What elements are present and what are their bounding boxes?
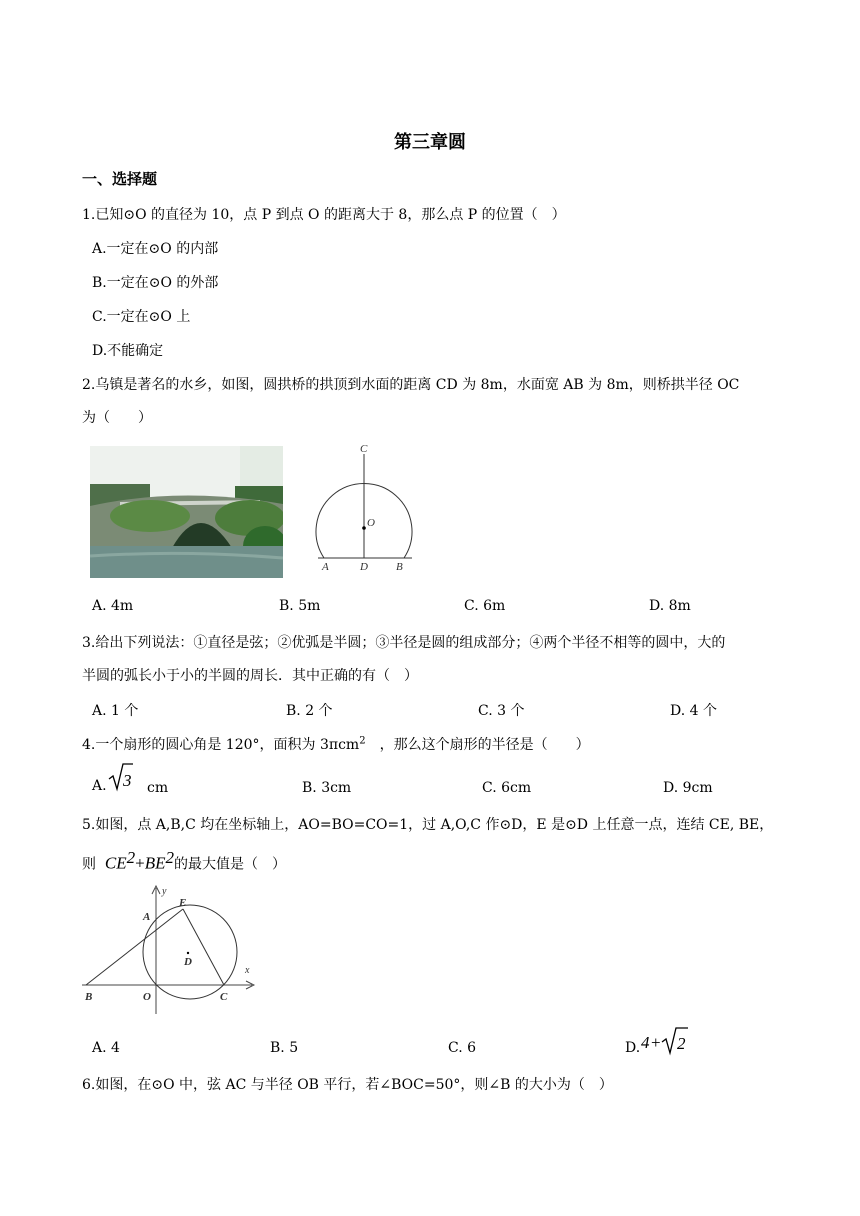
section-heading: 一、选择题	[82, 170, 158, 188]
question-5-stem-line1: 5.如图，点 A,B,C 均在坐标轴上，AO=BO=CO=1，过 A,O,C 作⊙D，E 是⊙D 上任意一点，连结 CE, BE，	[82, 817, 774, 833]
diagram-label-e: E	[179, 897, 187, 909]
question-5-expr-exp2: 2	[165, 848, 175, 867]
question-1-stem: 1.已知⊙O 的直径为 10，点 P 到点 O 的距离大于 8，那么点 P 的位置（ ）	[82, 207, 566, 223]
question-3-stem-line1: 3.给出下列说法：①直径是弦；②优弧是半圆；③半径是圆的组成部分；④两个半径不相等的圆中，大的	[82, 635, 726, 651]
question-5-option-d-prefix: D.	[625, 1040, 641, 1056]
question-5-expr-plus: +	[135, 853, 145, 873]
diagram-label-o: O	[143, 991, 151, 1003]
question-3-stem-line2: 半圆的弧长小于小的半圆的周长．其中正确的有（ ）	[82, 668, 418, 684]
question-5-stem-line2	[82, 848, 286, 874]
question-3-option-c: C. 3 个	[478, 703, 525, 719]
question-4-stem	[82, 734, 590, 754]
question-1-option-c: C.一定在⊙O 上	[92, 309, 191, 325]
option-d-radicand: 2	[677, 1034, 686, 1053]
question-2-option-b: B. 5m	[279, 598, 321, 614]
question-1-option-a: A.一定在⊙O 的内部	[92, 241, 219, 257]
diagram-label-c: C	[220, 991, 228, 1003]
question-2-stem-line1: 2.乌镇是著名的水乡，如图，圆拱桥的拱顶到水面的距离 CD 为 8m，水面宽 AB 为 8m，则桥拱半径 OC	[82, 377, 740, 393]
radical-sign-icon	[108, 762, 134, 792]
question-5-option-b: B. 5	[270, 1040, 299, 1056]
question-2-option-a: A. 4m	[92, 598, 134, 614]
question-4-stem-tail: ，那么这个扇形的半径是（ ）	[365, 737, 590, 753]
arch-diagram	[310, 440, 420, 574]
diagram-label-y: y	[162, 886, 167, 897]
question-1-option-d: D.不能确定	[92, 343, 164, 359]
arch-label-d: D	[360, 561, 368, 573]
diagram-label-d: D	[184, 956, 192, 968]
bridge-photo	[90, 446, 283, 578]
question-2-option-c: C. 6m	[464, 598, 506, 614]
question-4-stem-exponent: 2	[359, 735, 366, 747]
circle-coordinate-diagram	[80, 880, 260, 1016]
question-1-option-b: B.一定在⊙O 的外部	[92, 275, 219, 291]
question-3-option-a: A. 1 个	[92, 703, 139, 719]
question-5-option-a: A. 4	[92, 1040, 120, 1056]
question-3-option-d: D. 4 个	[670, 703, 717, 719]
arch-label-c: C	[360, 443, 368, 455]
option-d-plus: +	[651, 1033, 661, 1052]
arch-label-a: A	[322, 561, 329, 573]
question-4-option-b: B. 3cm	[302, 780, 352, 796]
question-5-option-c: C. 6	[448, 1040, 477, 1056]
question-5-expr-exp1: 2	[126, 848, 136, 867]
question-2-option-d: D. 8m	[649, 598, 691, 614]
page-title: 第三章圆	[394, 132, 466, 153]
question-4-option-a-radicand: 3	[123, 771, 132, 790]
question-4-option-c: C. 6cm	[482, 780, 532, 796]
question-5-stem-suffix: 的最大值是（ ）	[174, 856, 287, 873]
diagram-label-a: A	[143, 911, 151, 923]
question-2-stem-line2: 为（ ）	[82, 410, 152, 426]
question-4-option-a-prefix: A.	[92, 778, 107, 794]
question-4-stem-main: 4.一个扇形的圆心角是 120°，面积为 3πcm	[82, 737, 360, 753]
diagram-label-b: B	[85, 991, 93, 1003]
option-d-integer: 4	[641, 1033, 650, 1052]
option-d-expression	[640, 1026, 690, 1056]
question-4-option-a-unit: cm	[147, 780, 169, 796]
arch-label-b: B	[396, 561, 403, 573]
question-5-expr-be: BE	[144, 853, 166, 873]
diagram-label-x: x	[245, 965, 250, 976]
question-5-expr-ce: CE	[104, 853, 127, 873]
question-4-option-d: D. 9cm	[663, 780, 713, 796]
question-5-stem-prefix: 则	[82, 856, 96, 873]
question-6-stem: 6.如图，在⊙O 中，弦 AC 与半径 OB 平行，若∠BOC=50°，则∠B 的大小为（ ）	[82, 1077, 613, 1093]
question-3-option-b: B. 2 个	[286, 703, 333, 719]
arch-label-o: O	[367, 517, 375, 529]
